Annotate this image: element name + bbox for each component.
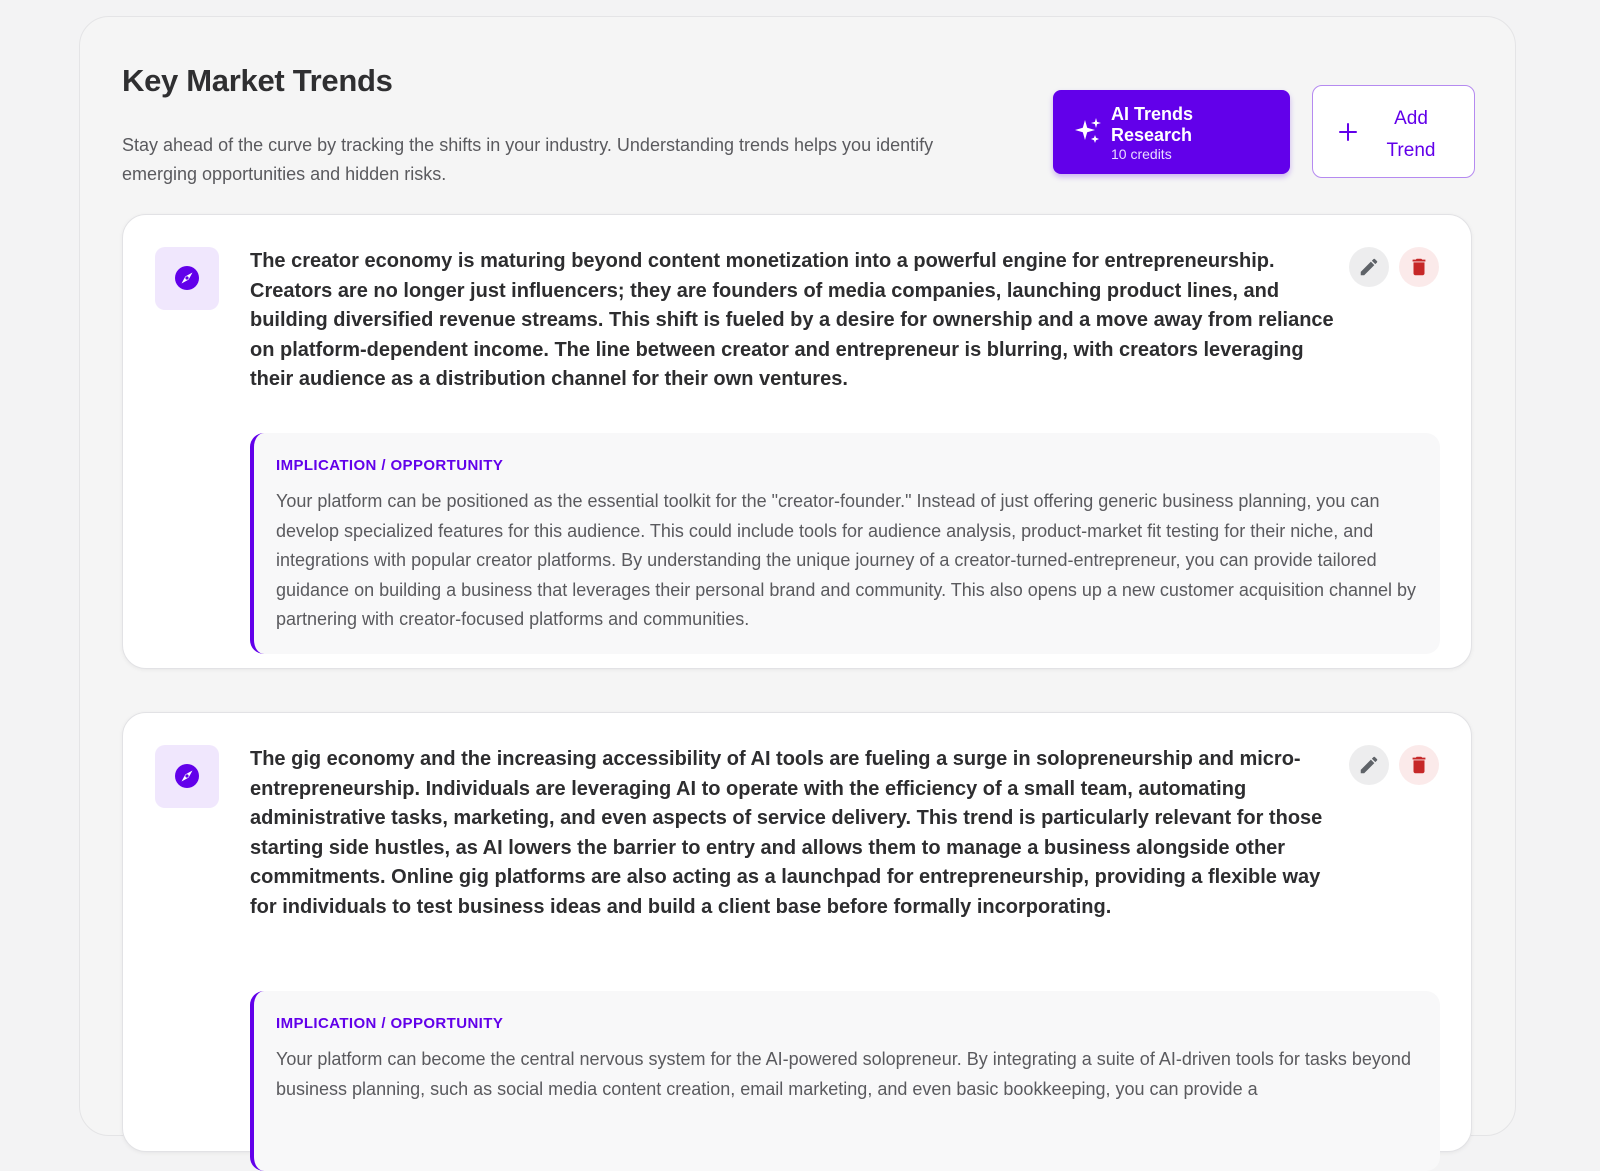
credits-label: 10 credits: [1111, 146, 1172, 162]
delete-button[interactable]: [1399, 745, 1439, 785]
ai-trends-research-button[interactable]: [1053, 90, 1290, 174]
compass-icon: [174, 265, 200, 291]
trend-card: [122, 214, 1472, 669]
trend-card: [122, 712, 1472, 1152]
plus-icon: [1337, 121, 1359, 143]
implication-text: Your platform can be positioned as the essential toolkit for the "creator-founder." Instead of just offering generic business planning, you can develop specialized features for this audience. This could include tools for audience analysis, product-market fit testing for their niche, and integrations with popular creator platforms. By understanding the unique journey of a creator-turned-entrepreneur, you can provide tailored guidance on building a business that leverages their personal brand and community. This also opens up a new customer acquisition channel by partnering with creator-focused platforms and communities.: [276, 491, 1417, 629]
implication-text: Your platform can become the central nervous system for the AI-powered solopreneur. By integrating a suite of AI-driven tools for tasks beyond business planning, such as social media content creation, email marketing, and even basic bookkeeping, you can provide a: [276, 1049, 1411, 1099]
ai-trends-research-label: AI Trends Research: [1111, 104, 1194, 145]
trash-icon: [1408, 754, 1430, 776]
page-title: Key Market Trends: [122, 63, 393, 98]
trash-icon: [1408, 256, 1430, 278]
trend-badge: [155, 745, 219, 808]
trend-description: The creator economy is maturing beyond content monetization into a powerful engine for entrepreneurship. Creators are no longer just influencers; they are founders of media companies, launching product lines, and building diversified revenue streams. This shift is fueled by a desire for ownership and a move away from reliance on platform-dependent income. The line between creator and entrepreneur is blurring, with creators leveraging their audience as a distribution channel for their own ventures.: [250, 250, 1334, 390]
trend-badge: [155, 247, 219, 310]
implication-box: [250, 433, 1440, 654]
pencil-icon: [1358, 754, 1380, 776]
page-subtitle: Stay ahead of the curve by tracking the shifts in your industry. Understanding trends helps you identify emerging opportunities and hidden risks.: [122, 135, 934, 184]
delete-button[interactable]: [1399, 247, 1439, 287]
pencil-icon: [1358, 256, 1380, 278]
implication-box: [250, 991, 1440, 1171]
trend-description: The gig economy and the increasing accessibility of AI tools are fueling a surge in solopreneurship and micro-entrepreneurship. Individuals are leveraging AI to operate with the efficiency of a small team, automating administrative tasks, marketing, and even aspects of service delivery. This trend is particularly relevant for those starting side hustles, as AI lowers the barrier to entry and allows them to manage a business alongside other commitments. Online gig platforms are also acting as a launchpad for entrepreneurship, providing a flexible way for individuals to test business ideas and build a client base before formally incorporating.: [250, 748, 1323, 918]
implication-heading: IMPLICATION / OPPORTUNITY: [276, 457, 504, 474]
add-trend-label: Add Trend: [1386, 108, 1436, 161]
compass-icon: [174, 763, 200, 789]
implication-heading: IMPLICATION / OPPORTUNITY: [276, 1015, 504, 1032]
trends-header: [122, 61, 1482, 184]
edit-button[interactable]: [1349, 745, 1389, 785]
trends-panel: [79, 16, 1516, 1136]
add-trend-button[interactable]: [1312, 85, 1475, 178]
edit-button[interactable]: [1349, 247, 1389, 287]
sparkle-icon: [1073, 116, 1103, 146]
